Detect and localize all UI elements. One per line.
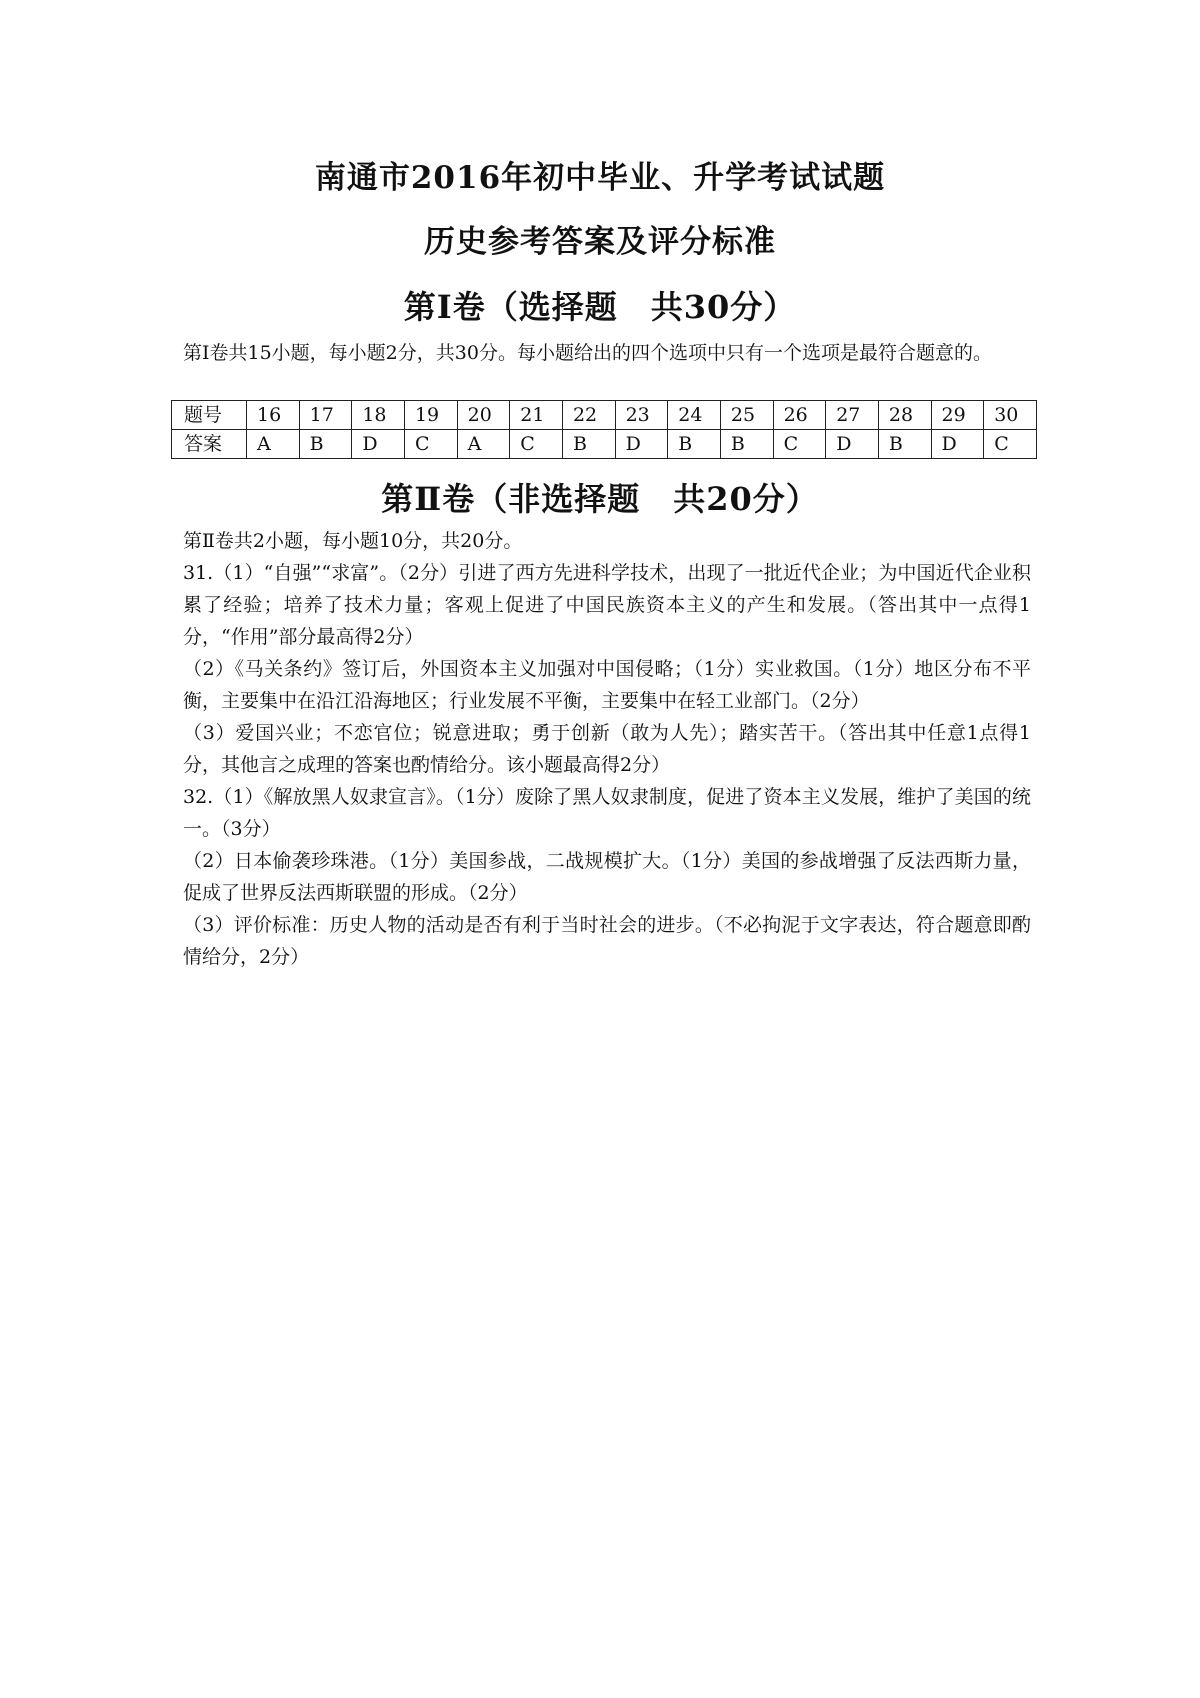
answer-key-table (171, 400, 1037, 459)
answer-paragraph: （3）评价标准：历史人物的活动是否有利于当时社会的进步。（不必拘泥于文字表达，符合题意即酌情给分，2分） (183, 914, 1031, 968)
question-number-cell: 17 (299, 401, 352, 430)
question-number-cell: 21 (510, 401, 563, 430)
answer-cell: A (457, 430, 510, 459)
answer-cell: A (247, 430, 300, 459)
answer-paragraph: 32.（1）《解放黑人奴隶宣言》。（1分）废除了黑人奴隶制度，促进了资本主义发展，维护了美国的统一。（3分） (183, 786, 1031, 840)
question-number-cell: 22 (562, 401, 615, 430)
question-number-cell: 20 (457, 401, 510, 430)
answer-paragraph: （2）日本偷袭珍珠港。（1分）美国参战，二战规模扩大。（1分）美国的参战增强了反法西斯力量，促成了世界反法西斯联盟的形成。（2分） (183, 850, 1031, 904)
answer-paragraph: （3）爱国兴业；不恋官位；锐意进取；勇于创新（敢为人先）；踏实苦干。（答出其中任意1点得1分，其他言之成理的答案也酌情给分。该小题最高得2分） (183, 722, 1031, 776)
document-subtitle: 历史参考答案及评分标准 (424, 224, 776, 260)
question-number-cell: 19 (404, 401, 457, 430)
answer-cell: C (404, 430, 457, 459)
question-number-cell: 16 (247, 401, 300, 430)
answer-cell: D (352, 430, 405, 459)
answer-cell: B (562, 430, 615, 459)
answer-cell: B (299, 430, 352, 459)
answer-cell: C (773, 430, 826, 459)
section1-heading: 第Ⅰ卷（选择题 共30分） (403, 288, 797, 326)
question-number-cell: 27 (826, 401, 879, 430)
question-number-cell: 28 (878, 401, 931, 430)
answer-cell: C (510, 430, 563, 459)
question-number-cell: 24 (668, 401, 721, 430)
question-number-cell: 18 (352, 401, 405, 430)
question-number-cell: 30 (984, 401, 1037, 430)
section2-intro: 第Ⅱ卷共2小题，每小题10分，共20分。 (183, 530, 523, 552)
answer-cell: D (826, 430, 879, 459)
answer-cell: D (931, 430, 984, 459)
answer-cell: B (878, 430, 931, 459)
section1-intro: 第Ⅰ卷共15小题，每小题2分，共30分。每小题给出的四个选项中只有一个选项是最符合题意的。 (183, 342, 992, 364)
row-label-number: 题号 (172, 401, 247, 430)
answer-row (172, 430, 1037, 459)
answer-cell: B (668, 430, 721, 459)
question-number-cell: 29 (931, 401, 984, 430)
question-number-row (172, 401, 1037, 430)
answer-paragraph: 31.（1）“自强”“求富”。（2分）引进了西方先进科学技术，出现了一批近代企业；为中国近代企业积累了经验；培养了技术力量；客观上促进了中国民族资本主义的产生和发展。（答出其中一点得1分，“作用”部分最高得2分） (183, 562, 1031, 648)
section2-heading: 第Ⅱ卷（非选择题 共20分） (381, 480, 819, 518)
answer-paragraph: （2）《马关条约》签订后，外国资本主义加强对中国侵略；（1分）实业救国。（1分）地区分布不平衡，主要集中在沿江沿海地区；行业发展不平衡，主要集中在轻工业部门。（2分） (183, 658, 1031, 712)
row-label-answer: 答案 (172, 430, 247, 459)
document-title: 南通市2016年初中毕业、升学考试试题 (314, 160, 886, 196)
answer-cell: B (720, 430, 773, 459)
section2-answers (183, 557, 1031, 973)
answer-cell: C (984, 430, 1037, 459)
question-number-cell: 23 (615, 401, 668, 430)
question-number-cell: 25 (720, 401, 773, 430)
question-number-cell: 26 (773, 401, 826, 430)
answer-cell: D (615, 430, 668, 459)
